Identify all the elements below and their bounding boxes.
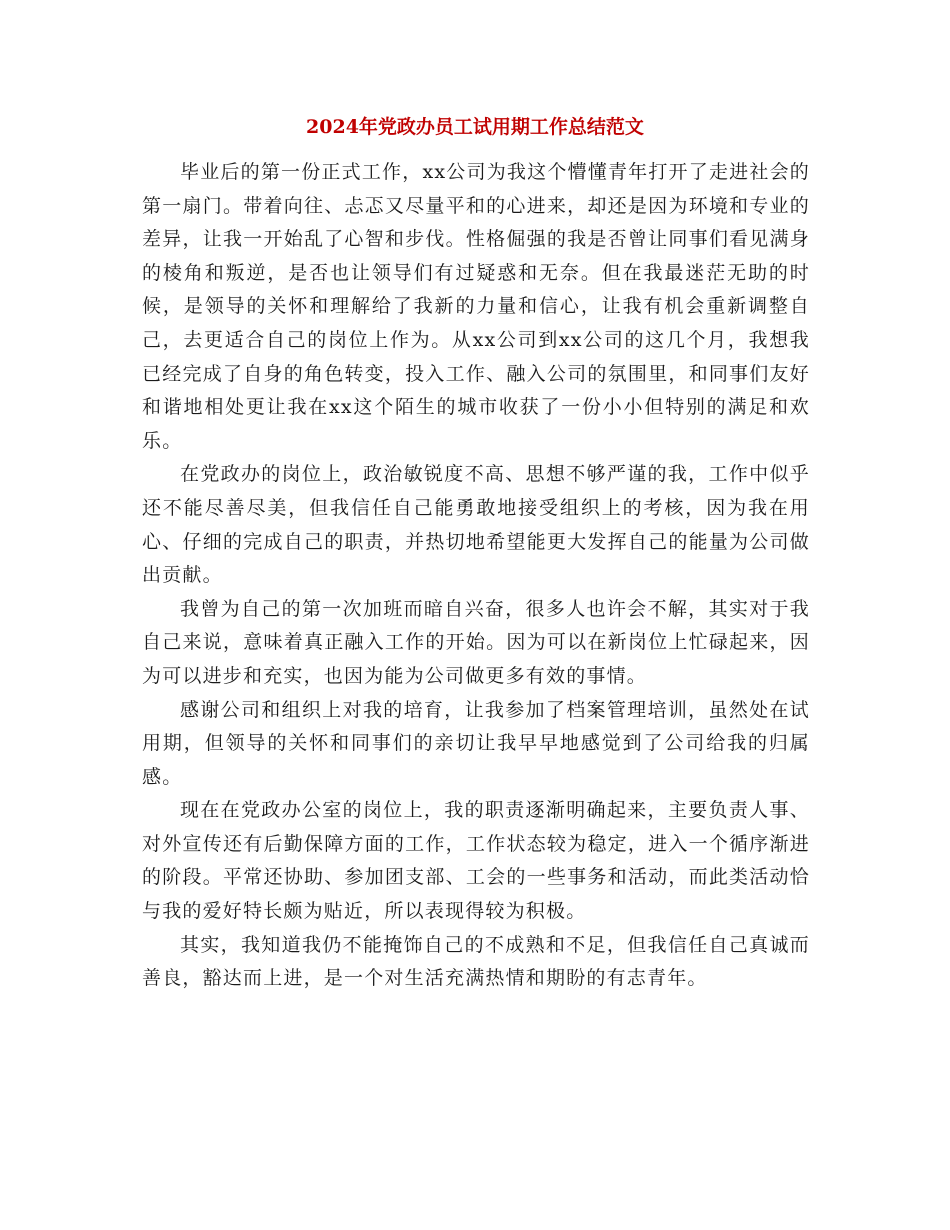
paragraph-6: 其实，我知道我仍不能掩饰自己的不成熟和不足，但我信任自己真诚而善良，豁达而上进，是一个对生活充满热情和期盼的有志青年。 (142, 933, 810, 990)
paragraph-3: 我曾为自己的第一次加班而暗自兴奋，很多人也许会不解，其实对于我自己来说，意味着真正融入工作的开始。因为可以在新岗位上忙碌起来，因为可以进步和充实，也因为能为公司做更多有效的事情。 (142, 597, 810, 687)
paragraph-1: 毕业后的第一份正式工作，xx公司为我这个懵懂青年打开了走进社会的第一扇门。带着向往、忐忑又尽量平和的心进来，却还是因为环境和专业的差异，让我一开始乱了心智和步伐。性格倔强的我是否曾让同事们看见满身的棱角和叛逆，是否也让领导们有过疑惑和无奈。但在我最迷茫无助的时候，是领导的关怀和理解给了我新的力量和信心，让我有机会重新调整自己，去更适合自己的岗位上作为。从xx公司到xx公司的这几个月，我想我已经完成了自身的角色转变，投入工作、融入公司的氛围里，和同事们友好和谐地相处更让我在xx这个陌生的城市收获了一份小小但特别的满足和欢乐。 (142, 161, 810, 452)
paragraph-4: 感谢公司和组织上对我的培育，让我参加了档案管理培训，虽然处在试用期，但领导的关怀和同事们的亲切让我早早地感觉到了公司给我的归属感。 (142, 698, 810, 788)
paragraph-2: 在党政办的岗位上，政治敏锐度不高、思想不够严谨的我，工作中似乎还不能尽善尽美，但我信任自己能勇敢地接受组织上的考核，因为我在用心、仔细的完成自己的职责，并热切地希望能更大发挥自己的能量为公司做出贡献。 (142, 463, 810, 587)
document-body (142, 156, 810, 996)
page-title: 2024年党政办员工试用期工作总结范文 (306, 116, 644, 138)
paragraph-5: 现在在党政办公室的岗位上，我的职责逐渐明确起来，主要负责人事、对外宣传还有后勤保障方面的工作，工作状态较为稳定，进入一个循序渐进的阶段。平常还协助、参加团支部、工会的一些事务和活动，而此类活动恰与我的爱好特长颇为贴近，所以表现得较为积极。 (142, 799, 810, 923)
